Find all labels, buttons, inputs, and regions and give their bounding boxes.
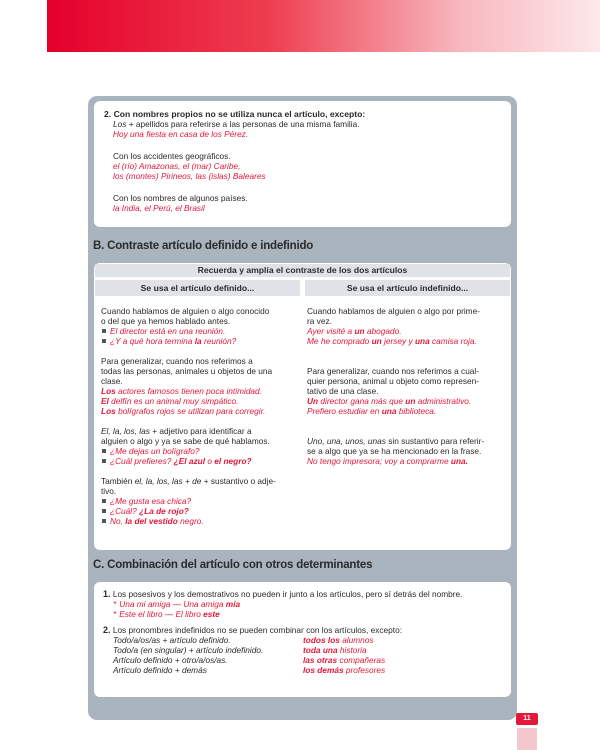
proper-names-content bbox=[104, 109, 365, 213]
list-item: Ayer visité a un abogado. bbox=[307, 326, 402, 336]
table-header: Recuerda y amplía el contraste de los dos artículos bbox=[95, 264, 510, 277]
list-item: Me he comprado un jersey y una camisa roja. bbox=[307, 336, 477, 346]
table-row: Todo/a (en singular) + artículo indefinido. toda una historia bbox=[113, 645, 367, 655]
possessive-rule: 1. Los posesivos y los demostrativos no pueden ir junto a los artículos, pero sí detrás del nombre. bbox=[103, 589, 463, 599]
header-band bbox=[47, 0, 600, 52]
bullet-icon bbox=[102, 329, 106, 333]
indefinite-rule: 2. Los pronombres indefinidos no se pueden combinar con los artículos, excepto: bbox=[103, 625, 403, 635]
section-c-title: C. Combinación del artículo con otros determinantes bbox=[93, 559, 373, 571]
proper-names-title bbox=[104, 109, 365, 119]
bullet-icon bbox=[102, 499, 106, 503]
country-rule: Con los nombres de algunos países. bbox=[113, 193, 248, 203]
family-rule: Los + apellidos para referirse a las personas de una misma familia. bbox=[113, 119, 360, 129]
section-b-title: B. Contraste artículo definido e indefinido bbox=[93, 240, 314, 252]
list-item: ¿Cuál prefieres? ¿El azul o el negro? bbox=[101, 456, 301, 466]
geo-rule: Con los accidentes geográficos. bbox=[113, 151, 231, 161]
list-item: Prefiero estudiar en una biblioteca. bbox=[307, 406, 437, 416]
list-item: No, la del vestido negro. bbox=[101, 516, 301, 526]
definite-column-content: Cuando hablamos de alguien o algo conocido o del que ya hemos hablado antes. El director está en una reunión. ¿Y a qué hora termina la reunión? Para generalizar, cuando nos referimos a todas las personas, animales u objetos de una clase. Los actores famosos tienen poca intimidad. El delfín es un animal muy simpático. Los bolígrafos rojos se utilizan para corregir. El, la, los, las + adjetivo para identificar a alguien o algo y ya se sabe de qué hablamos. ¿Me dejas un bolígrafo? ¿Cuál prefieres? ¿El azul o el negro? También el, la, los, las + de + sustantivo o adje- tivo. ¿Me gusta esa chica? ¿Cuál? ¿La de rojo? No, la del vestido negro. bbox=[101, 306, 301, 526]
list-item: Un director gana más que un administrativo. bbox=[307, 396, 472, 406]
asterisk-icon: * bbox=[113, 609, 117, 619]
title-number: 2. bbox=[104, 109, 112, 119]
indefinite-combinations bbox=[103, 635, 462, 675]
table-row: Artículo definido + demás los demás profesores bbox=[113, 665, 386, 675]
list-item: ¿Cuál? ¿La de rojo? bbox=[101, 506, 301, 516]
geo-example-2: los (montes) Pirineos, las (islas) Baleares bbox=[113, 171, 266, 181]
geo-example-1: el (río) Amazonas, el (mar) Caribe, bbox=[113, 161, 241, 171]
country-example: la India, el Perú, el Brasil bbox=[113, 203, 205, 213]
list-item: El delfín es un animal muy simpático. bbox=[101, 396, 239, 406]
page-edge-tab bbox=[517, 728, 537, 750]
list-item: ¿Y a qué hora termina la reunión? bbox=[101, 336, 301, 346]
list-item: * Una mi amiga — Una amiga mía bbox=[113, 599, 241, 609]
list-item: * Este el libro — El libro este bbox=[113, 609, 220, 619]
column-definite: Se usa el artículo definido... bbox=[95, 280, 300, 296]
list-item: Los actores famosos tienen poca intimidad. bbox=[101, 386, 262, 396]
list-item: El director está en una reunión. bbox=[101, 326, 301, 336]
list-item: ¿Me dejas un bolígrafo? bbox=[101, 446, 301, 456]
column-indefinite: Se usa el artículo indefinido... bbox=[305, 280, 510, 296]
bullet-icon bbox=[102, 509, 106, 513]
list-item: Los bolígrafos rojos se utilizan para corregir. bbox=[101, 406, 266, 416]
list-item: No tengo impresora; voy a comprarme una. bbox=[307, 456, 468, 466]
asterisk-icon: * bbox=[113, 599, 117, 609]
indefinite-column-content: Cuando hablamos de alguien o algo por prime- ra vez. Ayer visité a un abogado. Me he comprado un jersey y una camisa roja. Para generalizar, cuando nos referimos a cual- quier persona, animal u objeto como represen- tativo de una clase. Un director gana más que un administrativo. Prefiero estudiar en una biblioteca. Uno, una, unos, unas sin sustantivo para referir- se a algo que ya se ha mencionado en la frase. No tengo impresora; voy a comprarme una. bbox=[307, 306, 507, 466]
bullet-icon bbox=[102, 459, 106, 463]
title-text: Con nombres propios no se utiliza nunca el artículo, excepto: bbox=[113, 109, 366, 119]
list-item: ¿Me gusta esa chica? bbox=[101, 496, 301, 506]
family-example: Hoy una fiesta en casa de los Pérez. bbox=[113, 129, 249, 139]
table-row: Todo/a/os/as + artículo definido. todos los alumnos bbox=[113, 635, 374, 645]
determiners-content bbox=[103, 589, 462, 675]
table-row: Artículo definido + otro/a/os/as. las otras compañeras bbox=[113, 655, 386, 665]
bullet-icon bbox=[102, 519, 106, 523]
bullet-icon bbox=[102, 449, 106, 453]
page-number: 11 bbox=[516, 713, 538, 725]
bullet-icon bbox=[102, 339, 106, 343]
